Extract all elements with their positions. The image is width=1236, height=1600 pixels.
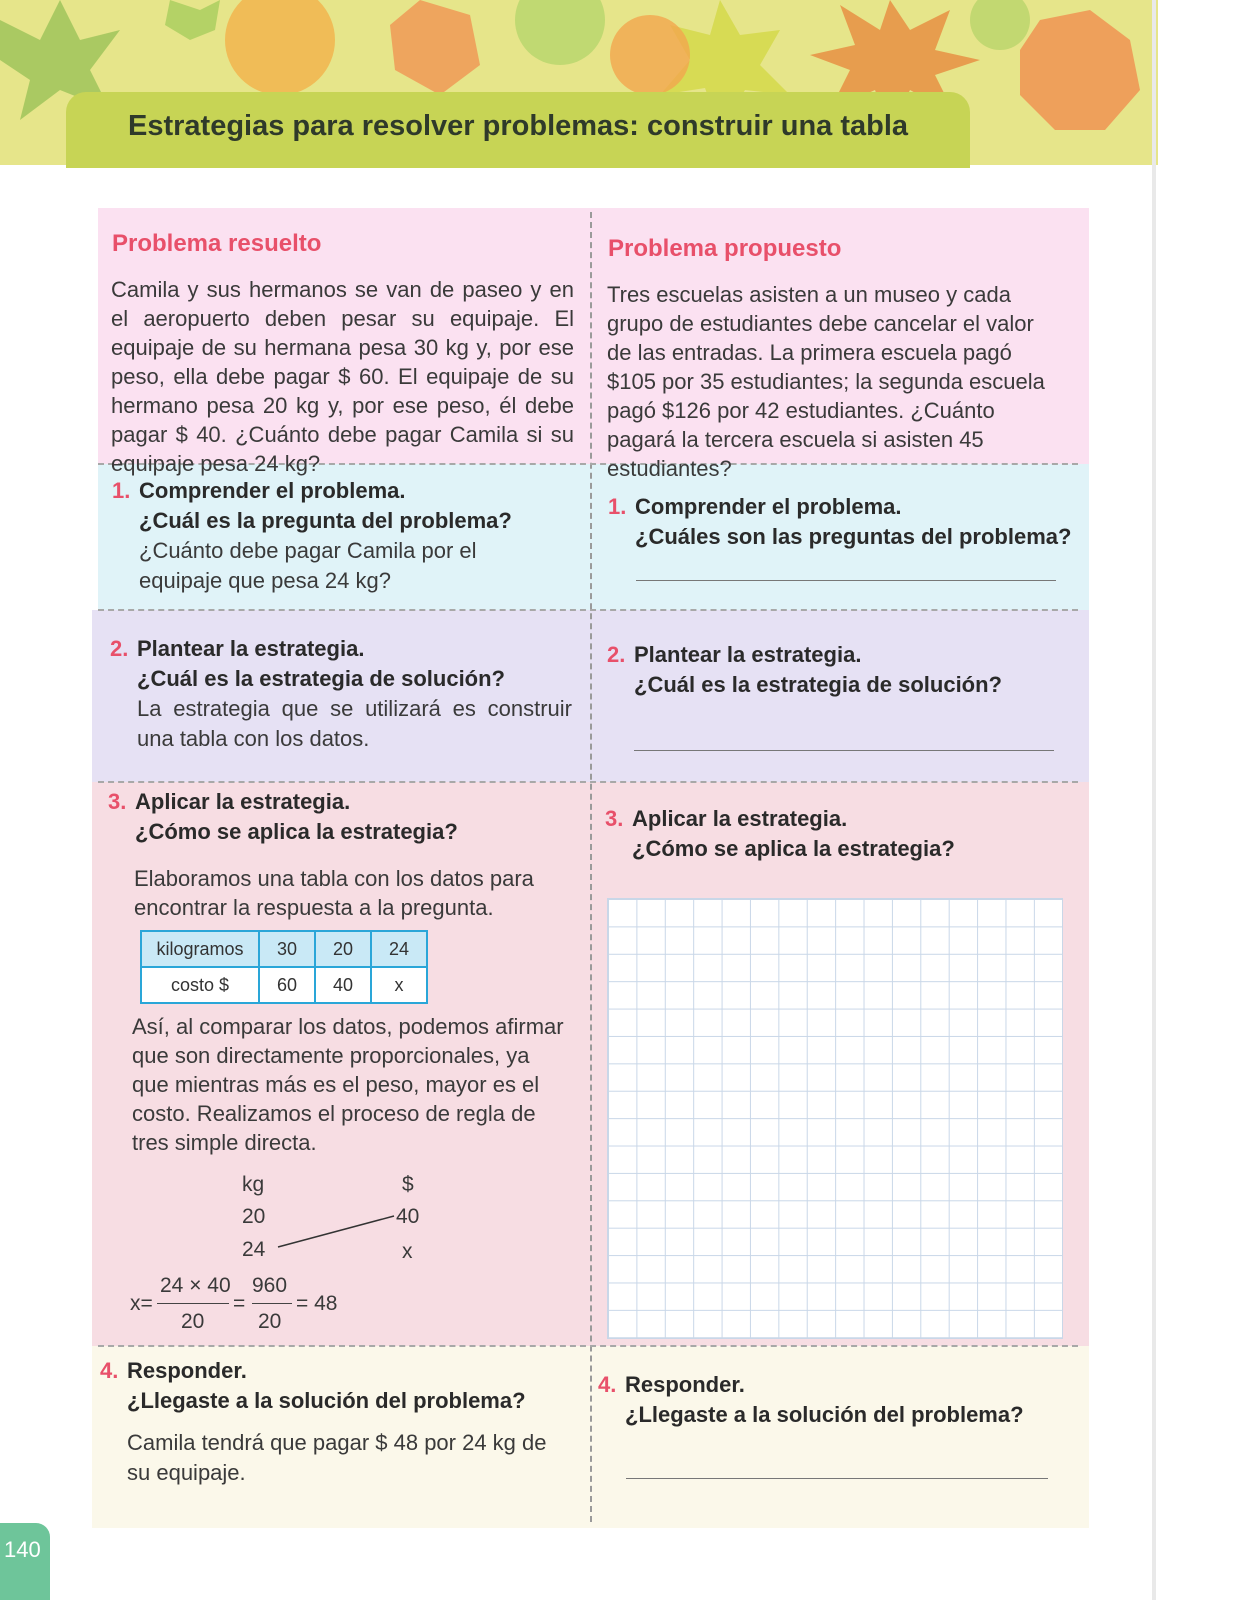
fraction-bar — [252, 1303, 292, 1304]
step-title: Aplicar la estrategia. — [632, 806, 848, 831]
step-title: Comprender el problema. — [139, 478, 406, 503]
step-title: Responder. — [127, 1358, 247, 1383]
equation-result: = 48 — [296, 1292, 338, 1315]
answer-line[interactable] — [626, 1478, 1048, 1479]
step-answer: Camila tendrá que pagar $ 48 por 24 kg de su equipaje. — [127, 1430, 547, 1485]
step-answer: ¿Cuánto debe pagar Camila por el equipaje que pesa 24 kg? — [139, 538, 477, 593]
step-question: ¿Cuál es la pregunta del problema? — [139, 508, 512, 533]
table-cell: 24 — [371, 931, 427, 967]
page-edge — [1152, 0, 1156, 1600]
rule-dollar-label: $ — [402, 1173, 414, 1196]
step-number: 1. — [112, 478, 131, 503]
divider — [98, 609, 1078, 611]
data-table — [140, 930, 428, 1004]
solved-problem-text: Camila y sus hermanos se van de paseo y en el aeropuerto deben pesar su equipaje. El equipaje de su hermana pesa 30 kg y, por ese peso, ella debe pagar $ 60. El equipaje de su hermano pesa 20 kg y, por ese peso, él debe pagar $ 40. ¿Cuánto debe pagar Camila si su equipaje pesa 24 kg? — [111, 277, 574, 476]
step-question: ¿Cuáles son las preguntas del problema? — [635, 524, 1072, 549]
step-question: ¿Cuál es la estrategia de solución? — [137, 666, 505, 691]
equation-numerator: 960 — [252, 1274, 288, 1297]
table-cell: 20 — [315, 931, 371, 967]
table-row — [141, 967, 427, 1003]
step-question: ¿Llegaste a la solución del problema? — [127, 1388, 526, 1413]
page-title: Estrategias para resolver problemas: construir una tabla — [128, 110, 909, 142]
proposed-problem-text: Tres escuelas asisten a un museo y cada grupo de estudiantes debe cancelar el valor de las entradas. La primera escuela pagó $105 por 35 estudiantes; la segunda escuela pagó $126 por 42 estudiantes. ¿Cuánto pagará la tercera escuela si asisten 45 estudiantes? — [607, 282, 1045, 481]
step3-intro: Elaboramos una tabla con los datos para encontrar la respuesta a la pregunta. — [134, 866, 534, 920]
step-number: 2. — [607, 642, 626, 667]
step-number: 1. — [608, 494, 627, 519]
answer-line[interactable] — [634, 750, 1054, 751]
rule-value: 24 — [242, 1238, 266, 1261]
step-title: Aplicar la estrategia. — [135, 789, 351, 814]
fraction-bar — [157, 1303, 229, 1304]
step-number: 2. — [110, 636, 129, 661]
equation-lhs: x= — [130, 1292, 153, 1315]
equation-equals: = — [233, 1292, 246, 1315]
rule-value: 40 — [396, 1205, 420, 1228]
solved-problem-heading: Problema resuelto — [112, 230, 322, 257]
step-number: 4. — [100, 1358, 119, 1383]
step-number: 3. — [605, 806, 624, 831]
table-cell: 40 — [315, 967, 371, 1003]
page-number: 140 — [4, 1537, 41, 1562]
step-number: 3. — [108, 789, 127, 814]
table-cell: x — [371, 967, 427, 1003]
table-cell: kilogramos — [141, 931, 259, 967]
page-number-tab — [0, 1523, 50, 1600]
rule-value: x — [402, 1240, 413, 1263]
step-question: ¿Cómo se aplica la estrategia? — [135, 819, 458, 844]
step-title: Plantear la estrategia. — [634, 642, 862, 667]
divider — [98, 1345, 1078, 1347]
table-cell: costo $ — [141, 967, 259, 1003]
table-row — [141, 931, 427, 967]
equation-numerator: 24 × 40 — [160, 1274, 231, 1297]
cross-multiply-line — [276, 1210, 396, 1250]
table-cell: 30 — [259, 931, 315, 967]
step-question: ¿Llegaste a la solución del problema? — [625, 1402, 1024, 1427]
grid-work-area[interactable] — [607, 898, 1063, 1339]
step-title: Responder. — [625, 1372, 745, 1397]
table-cell: 60 — [259, 967, 315, 1003]
equation-denominator: 20 — [258, 1310, 282, 1333]
answer-line[interactable] — [636, 580, 1056, 581]
rule-value: 20 — [242, 1205, 266, 1228]
step-answer: La estrategia que se utilizará es construir una tabla con los datos. — [137, 696, 572, 751]
column-divider — [590, 212, 592, 1522]
step-question: ¿Cuál es la estrategia de solución? — [634, 672, 1002, 697]
step-number: 4. — [598, 1372, 617, 1397]
rule-kg-label: kg — [242, 1173, 265, 1196]
step-title: Comprender el problema. — [635, 494, 902, 519]
step-title: Plantear la estrategia. — [137, 636, 365, 661]
proposed-problem-heading: Problema propuesto — [608, 235, 842, 262]
step-question: ¿Cómo se aplica la estrategia? — [632, 836, 955, 861]
step3-explanation: Así, al comparar los datos, podemos afirmar que son directamente proporcionales, ya que mientras más es el peso, mayor es el costo. Realizamos el proceso de regla de tres simple directa. — [132, 1014, 564, 1155]
divider — [98, 781, 1078, 783]
equation-denominator: 20 — [181, 1310, 205, 1333]
